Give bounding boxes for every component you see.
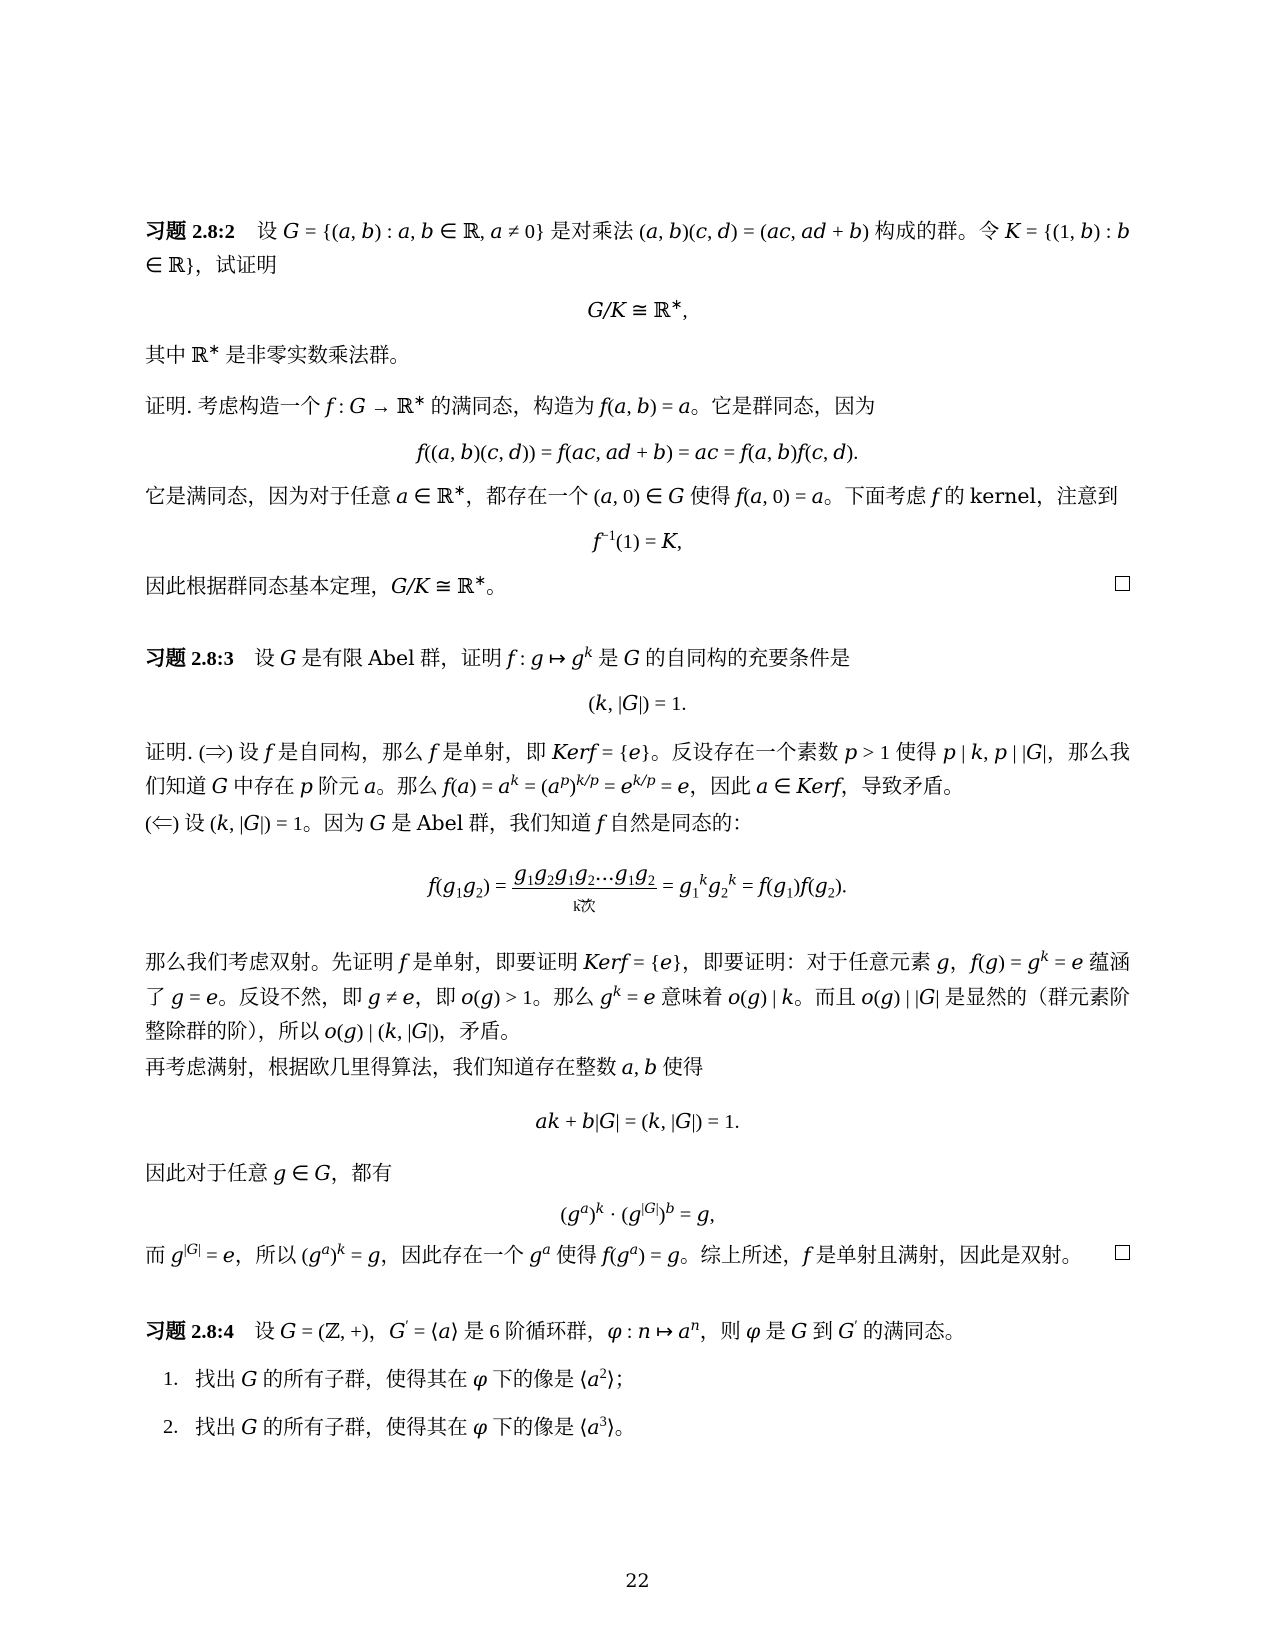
equation-kernel: $f^{-1}(1) = K$,	[592, 528, 683, 554]
exercise-2-8-3-proof-forward: 证明. (⇒) 设 f 是自同构，那么 f 是单射，即 Kerf = {e}。反设存在一个素数 p > 1 使得 p | k, p | |G|，那么我们知道 G 中存在 p 阶元 a。那么 $f(a) = a^k = (a^p)^{k/p} = e^{k/p} = e$，因此 a ∈ Kerf，导致矛盾。	[145, 740, 1131, 799]
exercise-2-8-3-proof-surjective: 再考虑满射，根据欧几里得算法，我们知道存在整数 a, b 使得	[145, 1055, 704, 1080]
list-item-number: 1.	[163, 1368, 179, 1391]
exercise-2-8-3-statement: 习题 2.8:3 设 G 是有限 Abel 群，证明 f : g ↦ $g^k$ 是 G 的自同构的充要条件是	[145, 645, 851, 671]
exercise-2-8-3-proof-forall: 因此对于任意 g ∈ G，都有	[145, 1160, 393, 1185]
equation-power-identity: $(g^a)^k \cdot (g^{|G|})^b = g$,	[560, 1201, 715, 1227]
exercise-2-8-4-statement: 习题 2.8:4 设 G = (ℤ, +)，G′ = ⟨a⟩ 是 6 阶循环群，φ : n ↦ $a^n$，则 φ 是 G 到 G′ 的满同态。	[145, 1318, 966, 1344]
equation-homomorphism: f((a, b)(c, d)) = f(ac, ad + b) = ac = f(a, b)f(c, d).	[416, 439, 859, 464]
exercise-label: 习题 2.8:2	[145, 221, 235, 243]
equation-hom-expansion: $f(g_1g_2)$ = $g_1g_2g_1g_2...g_1g_2$ ⏝ k次 = $g_1^kg_2^k = f(g_1)f(g_2)$.	[428, 860, 847, 916]
exercise-2-8-2-proof-intro: 证明. 考虑构造一个 f : G → ℝ∗ 的满同态，构造为 f(a, b) = a。它是群同态，因为	[145, 393, 876, 419]
exercise-2-8-2-statement-cont: 其中 ℝ∗ 是非零实数乘法群。	[145, 342, 410, 368]
exercise-2-8-4-items	[145, 1363, 1130, 1445]
page-number: 22	[625, 1570, 650, 1592]
exercise-2-8-2-proof-surjective: 它是满同态，因为对于任意 a ∈ ℝ∗，都存在一个 (a, 0) ∈ G 使得 f(a, 0) = a。下面考虑 f 的 kernel，注意到	[145, 483, 1119, 509]
list-item: 2. 找出 G 的所有子群，使得其在 φ 下的像是 $⟨a^3⟩$。	[145, 1411, 1130, 1445]
qed-square	[1115, 576, 1130, 591]
equation-g-mod-k: G/K ≅ ℝ∗,	[587, 297, 688, 323]
exercise-2-8-3-proof-backward: (⇐) 设 (k, |G|) = 1。因为 G 是 Abel 群，我们知道 f 自然是同态的：	[145, 810, 753, 835]
qed-square	[1115, 1245, 1130, 1260]
exercise-label: 习题 2.8:4	[145, 1321, 234, 1344]
exercise-2-8-2-statement: 习题 2.8:2 设 G = {(a, b) : a, b ∈ ℝ, a ≠ 0} 是对乘法 (a, b)(c, d) = (ac, ad + b) 构成的群。令 K = {(1, b) : b ∈ ℝ}，试证明	[145, 219, 1131, 278]
exercise-2-8-2-proof-conclusion: 因此根据群同态基本定理，G/K ≅ ℝ∗。	[145, 570, 1130, 604]
exercise-2-8-3-proof-injective: 那么我们考虑双射。先证明 f 是单射，即要证明 Kerf = {e}，即要证明：对于任意元素 g，$f(g) = g^k = e$ 蕴涵了 g = e。反设不然，即 g ≠ e，即 o(g) > 1。那么 $g^k = e$ 意味着 o(g) | k。而且 o(g) | |G| 是显然的（群元素阶整除群的阶），所以 o(g) | (k, |G|)，矛盾。	[145, 949, 1131, 1043]
underbrace-group: $g_1g_2g_1g_2...g_1g_2$ ⏝ k次	[513, 860, 656, 916]
equation-bezout: ak + b|G| = (k, |G|) = 1.	[535, 1109, 740, 1134]
list-item-number: 2.	[163, 1416, 179, 1439]
equation-gcd-condition: (k, |G|) = 1.	[588, 691, 687, 716]
exercise-label: 习题 2.8:3	[145, 648, 234, 671]
underbrace-label: k次	[573, 899, 596, 916]
list-item: 1. 找出 G 的所有子群，使得其在 φ 下的像是 $⟨a^2⟩$；	[145, 1363, 1130, 1397]
underbrace-curly: ⏝	[577, 886, 592, 903]
exercise-2-8-3-proof-conclusion: 而 $g^{|G|} = e$，所以 $(g^a)^k = g$，因此存在一个 $g^a$ 使得 $f(g^a) = g$。综上所述，f 是单射且满射，因此是双射。	[145, 1239, 1130, 1273]
